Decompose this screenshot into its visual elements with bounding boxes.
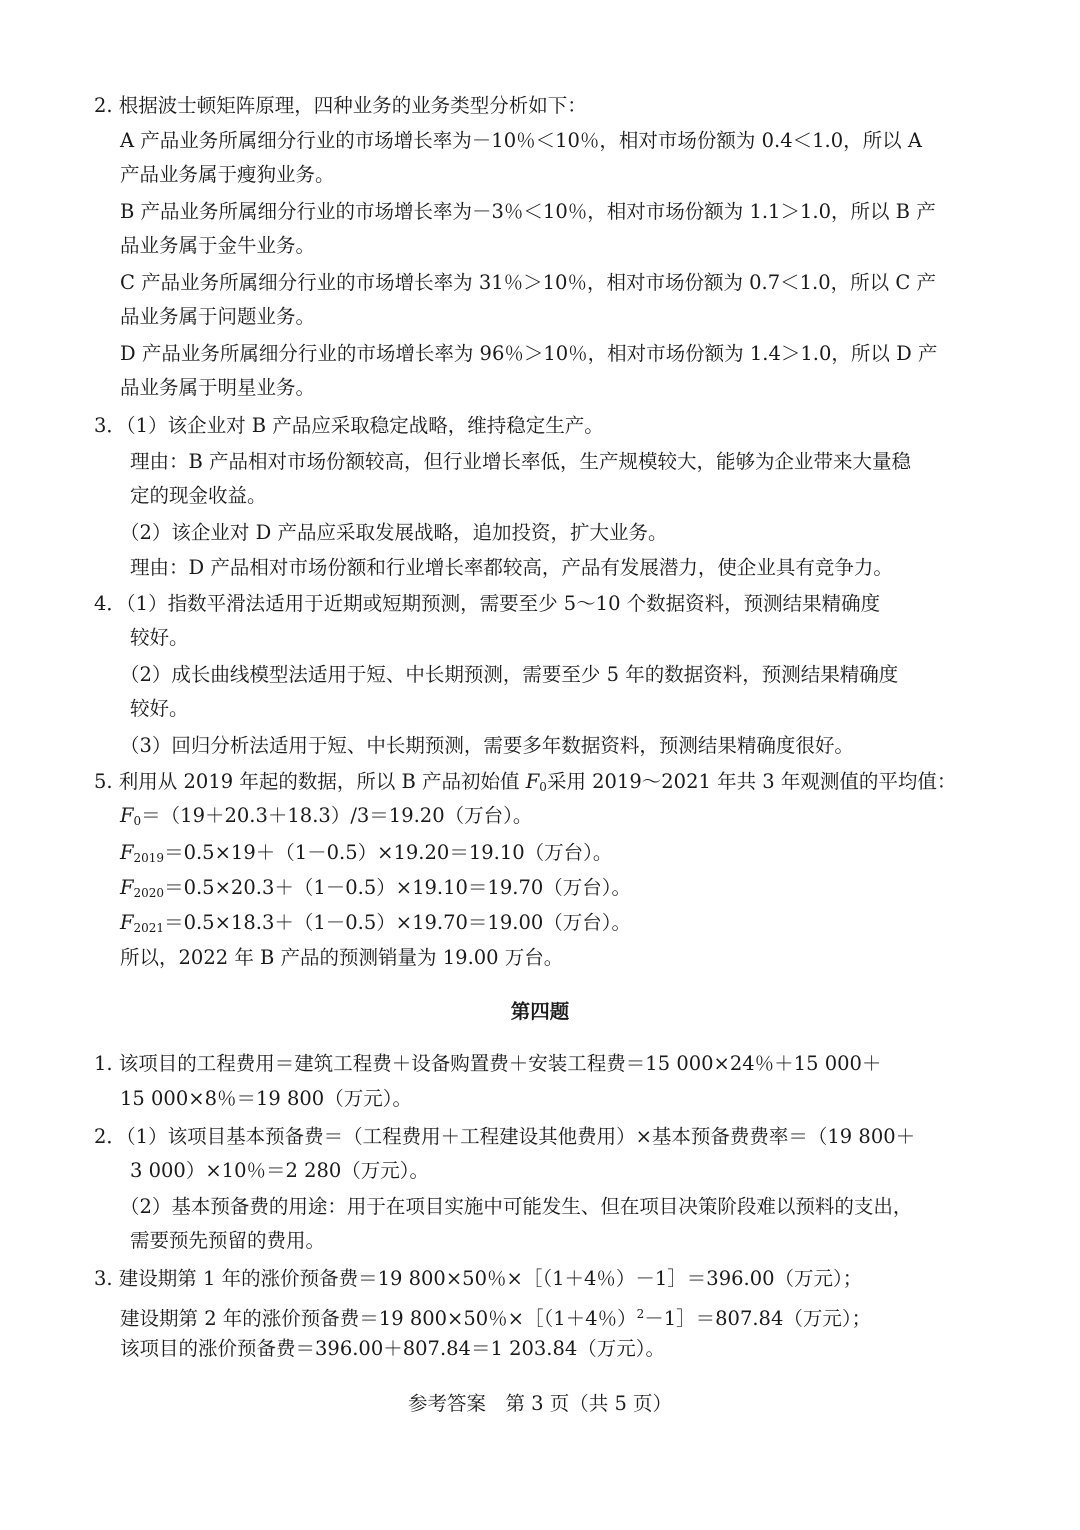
q3-item4-part2-line2: 较好。 (130, 697, 189, 720)
q4-item2-part2-line2: 需要预先预留的费用。 (130, 1229, 326, 1252)
f-subscript: 0 (133, 814, 142, 828)
section-heading: 第四题 (510, 1000, 570, 1023)
q3-item3-reason1-line2: 定的现金收益。 (130, 484, 267, 507)
q3-item3-reason1-line1: 理由：B 产品相对市场份额较高，但行业增长率低，生产规模较大，能够为企业带来大量稳 (130, 450, 912, 473)
q3-item5-f2019 (120, 836, 612, 870)
q3-item5-f2020 (120, 871, 631, 905)
q3-item2-b-line2: 品业务属于金牛业务。 (120, 234, 316, 257)
q4-item2-part1-line2: 3 000）×10％＝2 280（万元）。 (130, 1159, 430, 1182)
f-symbol: F (120, 876, 134, 899)
q3-item2-a-line1: A 产品业务所属细分行业的市场增长率为－10％＜10％，相对市场份额为 0.4＜1.0，所以 A (120, 129, 922, 152)
f-subscript: 0 (539, 780, 547, 794)
f-subscript: 2020 (133, 886, 165, 900)
q3-item2-d-line2: 品业务属于明星业务。 (120, 376, 316, 399)
f-symbol: F (120, 911, 134, 934)
q3-item4-part1-line1: 4．（1）指数平滑法适用于近期或短期预测，需要至少 5～10 个数据资料，预测结果精确度 (94, 592, 881, 615)
q3-item5-f2021 (120, 906, 631, 940)
q4-item2-part1-line1: 2．（1）该项目基本预备费＝（工程费用＋工程建设其他费用）×基本预备费费率＝（19 800＋ (94, 1125, 916, 1148)
q3-item2-a-line2: 产品业务属于瘦狗业务。 (120, 163, 335, 186)
q4-item3-line2 (120, 1297, 871, 1331)
page-footer: 参考答案 第 3 页（共 5 页） (407, 1392, 673, 1415)
q3-item2-c-line1: C 产品业务所属细分行业的市场增长率为 31％＞10％，相对市场份额为 0.7＜1.0，所以 C 产 (120, 271, 936, 294)
f-subscript: 2021 (133, 921, 165, 935)
f-symbol: F (525, 770, 540, 793)
q3-item5-intro-text-2: 采用 2019～2021 年共 3 年观测值的平均值： (546, 770, 957, 793)
q3-item4-part2-line1: （2）成长曲线模型法适用于短、中长期预测，需要至少 5 年的数据资料，预测结果精确度 (120, 663, 899, 686)
q3-item2-b-line1: B 产品业务所属细分行业的市场增长率为－3％＜10％，相对市场份额为 1.1＞1.0，所以 B 产 (120, 200, 936, 223)
f-subscript: 2019 (133, 851, 165, 865)
formula-expression: ＝0.5×19＋（1－0.5）×19.20＝19.10（万台）。 (164, 841, 613, 864)
q3-item3-part2: （2）该企业对 D 产品应采取发展战略，追加投资，扩大业务。 (120, 521, 668, 544)
q3-item3-part1: 3．（1）该企业对 B 产品应采取稳定战略，维持稳定生产。 (94, 414, 604, 437)
formula-expression: ＝0.5×18.3＋（1－0.5）×19.70＝19.00（万台）。 (164, 911, 632, 934)
q3-item5-intro-text: 5. 利用从 2019 年起的数据，所以 B 产品初始值 (94, 770, 526, 793)
q4-item1-line1: 1. 该项目的工程费用＝建筑工程费＋设备购置费＋安装工程费＝15 000×24％＋15 000＋ (94, 1052, 882, 1075)
exponent: 2 (636, 1307, 645, 1321)
q4-item3-line1: 3. 建设期第 1 年的涨价预备费＝19 800×50％×［（1＋4％）－1］＝396.00（万元）； (94, 1267, 863, 1290)
f-symbol: F (120, 804, 134, 827)
formula-expression: ＝0.5×20.3＋（1－0.5）×19.10＝19.70（万台）。 (164, 876, 632, 899)
f-symbol: F (120, 841, 134, 864)
formula-expression: ＝（19＋20.3＋18.3）/3＝19.20（万台）。 (141, 804, 533, 827)
q3-item4-part3: （3）回归分析法适用于短、中长期预测，需要多年数据资料，预测结果精确度很好。 (120, 734, 854, 757)
q3-item5-conclusion: 所以，2022 年 B 产品的预测销量为 19.00 万台。 (120, 946, 564, 969)
q3-item2-d-line1: D 产品业务所属细分行业的市场增长率为 96％＞10％，相对市场份额为 1.4＞1.0，所以 D 产 (120, 342, 938, 365)
q3-item5-intro (94, 765, 956, 799)
q3-item4-part1-line2: 较好。 (130, 626, 189, 649)
q4-item3-line2-text: 建设期第 2 年的涨价预备费＝19 800×50％×［（1＋4％） (120, 1307, 637, 1330)
q4-item3-line2-text-2: －1］＝807.84（万元）； (644, 1307, 872, 1330)
q3-item3-reason2: 理由：D 产品相对市场份额和行业增长率都较高，产品有发展潜力，使企业具有竞争力。 (130, 556, 893, 579)
q3-item5-f0 (120, 799, 532, 833)
q3-item2-c-line2: 品业务属于问题业务。 (120, 305, 316, 328)
q4-item1-line2: 15 000×8％＝19 800（万元）。 (120, 1087, 412, 1110)
q3-item2-title: 2. 根据波士顿矩阵原理，四种业务的业务类型分析如下： (94, 94, 587, 117)
q4-item3-line3: 该项目的涨价预备费＝396.00＋807.84＝1 203.84（万元）。 (120, 1337, 666, 1360)
q4-item2-part2-line1: （2）基本预备费的用途：用于在项目实施中可能发生、但在项目决策阶段难以预料的支出， (120, 1195, 913, 1218)
